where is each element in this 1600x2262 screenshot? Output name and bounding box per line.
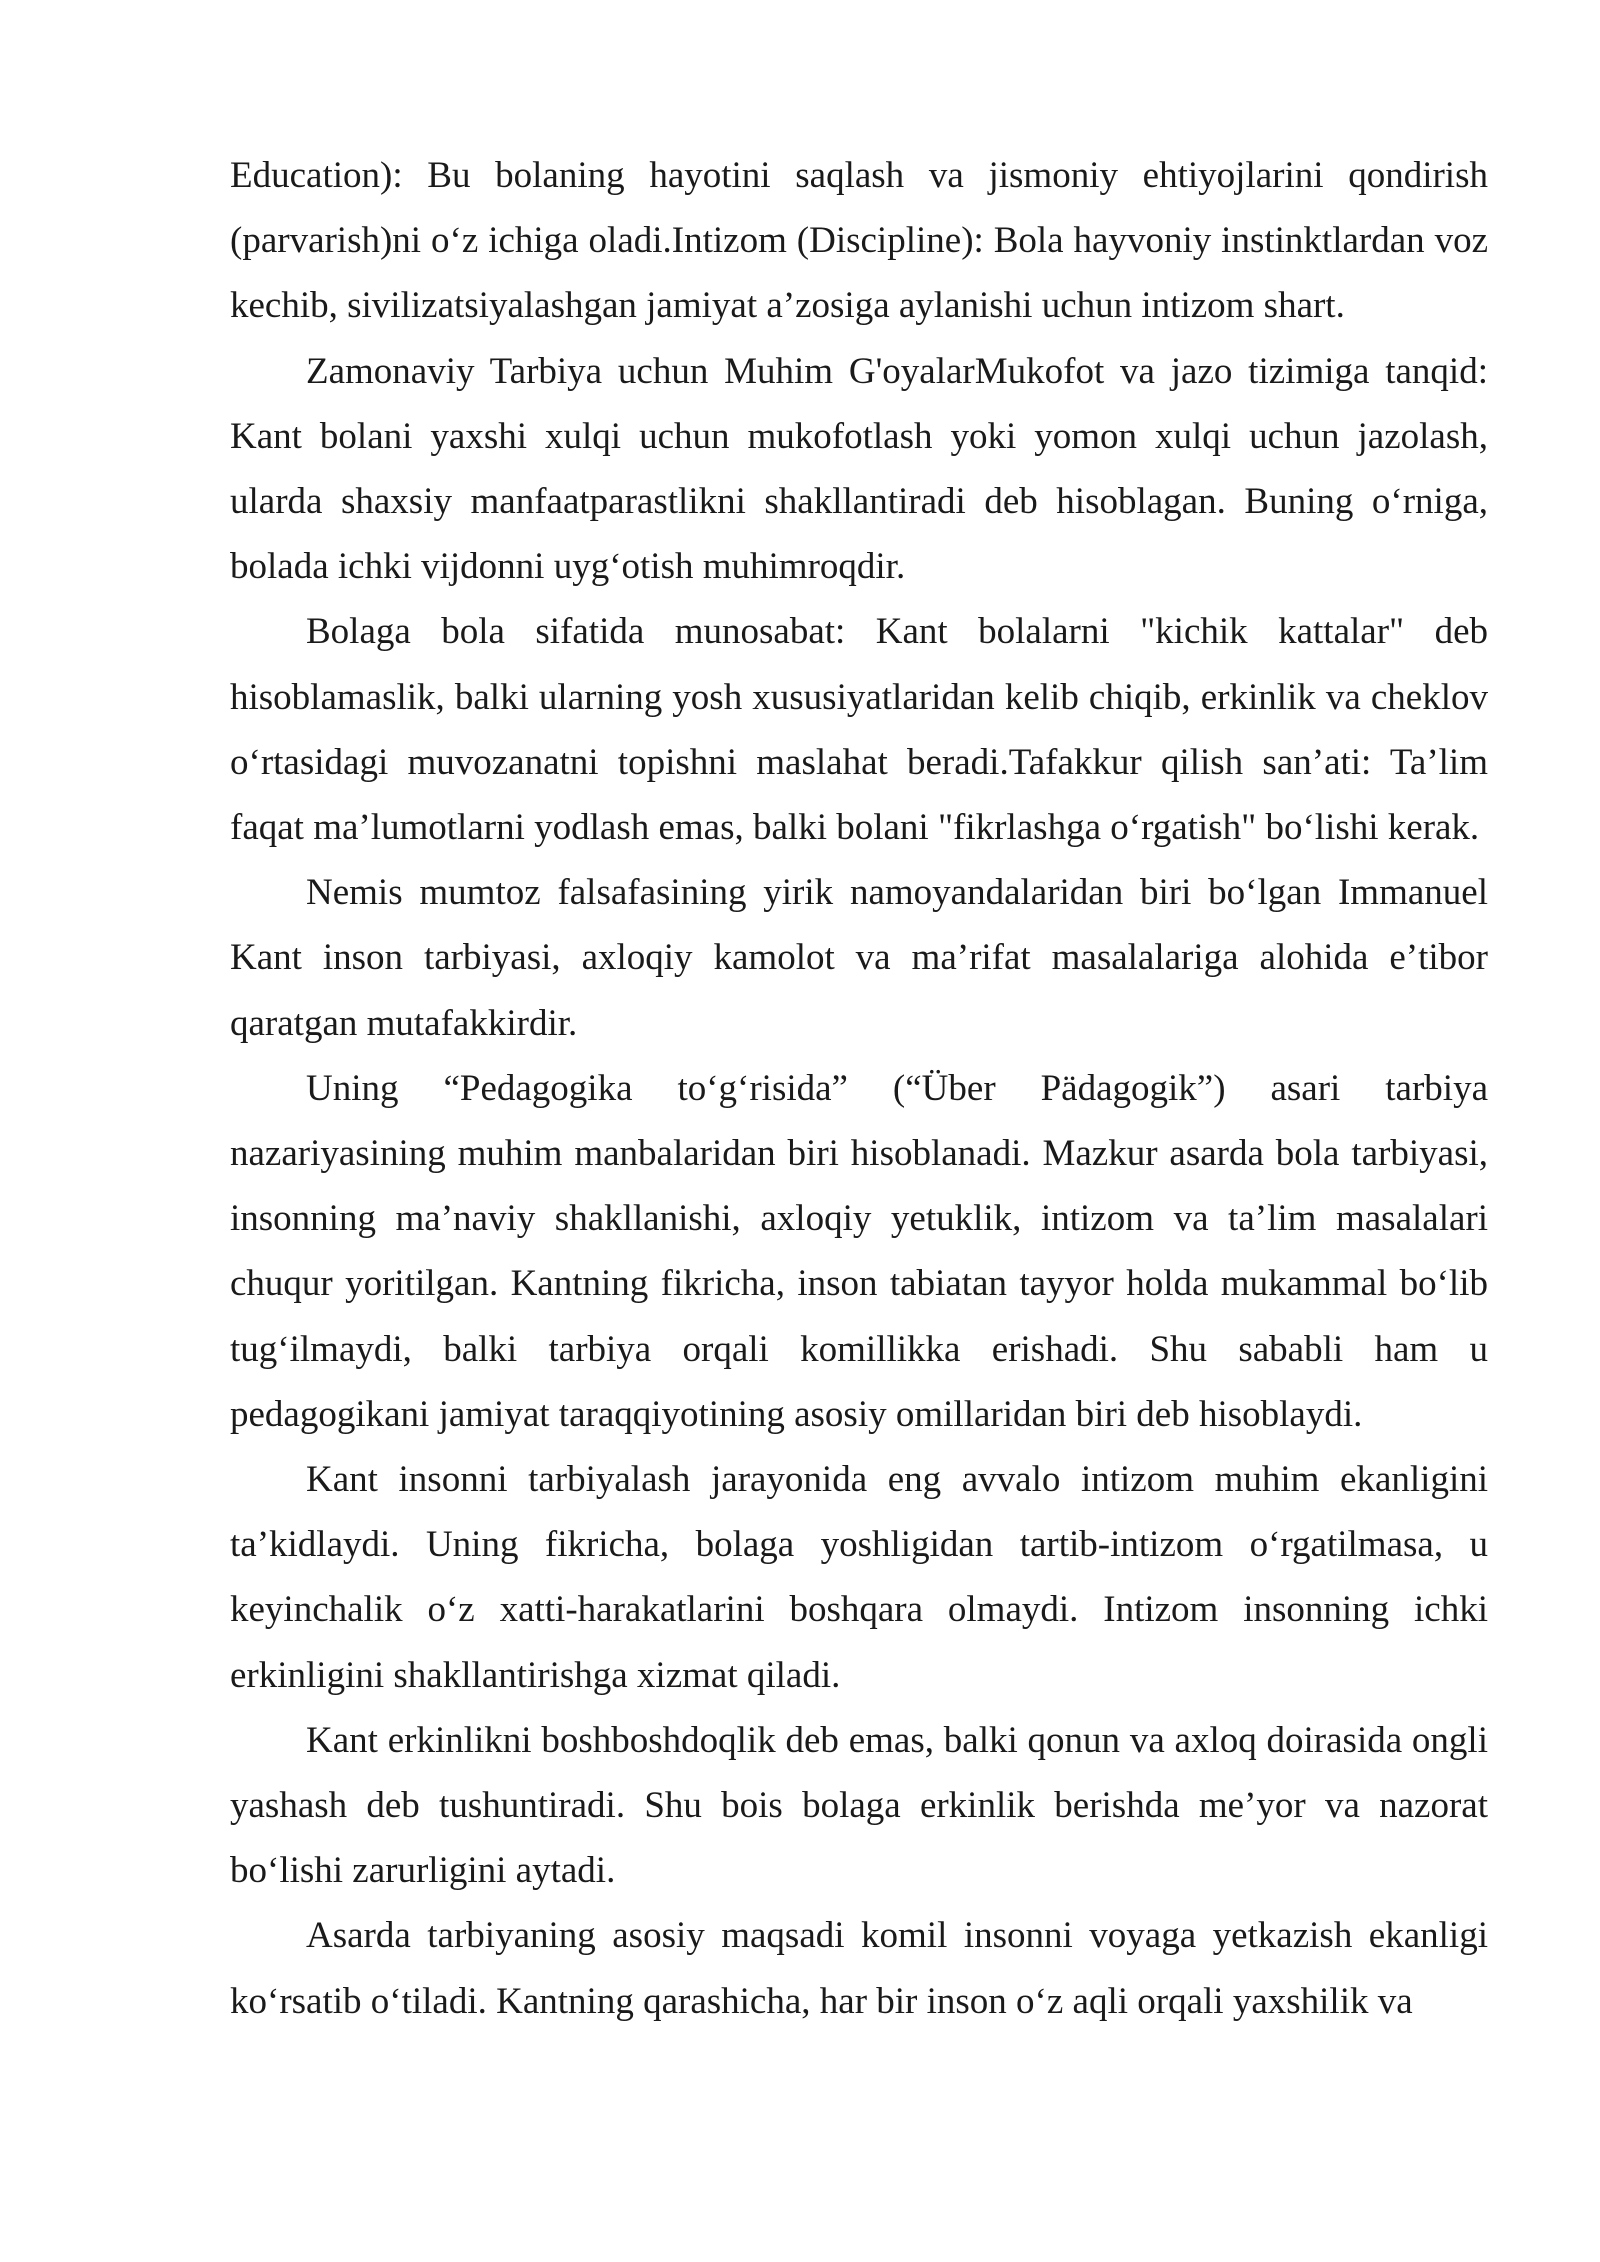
paragraph-child-as-child: Bolaga bola sifatida munosabat: Kant bolalarni "kichik kattalar" deb hisoblamaslik, balki ularning yosh xususiyatlaridan kelib chiqib, erkinlik va cheklov oʻrtasidagi muvozanatni topishni maslahat beradi.Tafakkur qilish sanʼati: Taʼlim faqat maʼlumotlarni yodlash emas, balki bolani "fikrlashga oʻrgatish" boʻlishi kerak. — [230, 611, 1488, 849]
document-page — [230, 143, 1488, 2034]
paragraph-uber-padagogik: Uning “Pedagogika toʻgʻrisida” (“Über Pädagogik”) asari tarbiya nazariyasining muhim manbalaridan biri hisoblanadi. Mazkur asarda bola tarbiyasi, insonning maʼnaviy shakllanishi, axloqiy yetuklik, intizom va taʼlim masalalari chuqur yoritilgan. Kantning fikricha, inson tabiatan tayyor holda mukammal boʻlib tugʻilmaydi, balki tarbiya orqali komillikka erishadi. Shu sababli ham u pedagogikani jamiyat taraqqiyotining asosiy omillaridan biri deb hisoblaydi. — [230, 1067, 1488, 1435]
paragraph-discipline: Kant insonni tarbiyalash jarayonida eng avvalo intizom muhim ekanligini taʼkidlaydi. Uning fikricha, bolaga yoshligidan tartib-intizom oʻrgatilmasa, u keyinchalik oʻz xatti-harakatlarini boshqara olmaydi. Intizom insonning ichki erkinligini shakllantirishga xizmat qiladi. — [230, 1459, 1488, 1696]
paragraph-freedom: Kant erkinlikni boshboshdoqlik deb emas, balki qonun va axloq doirasida ongli yashash deb tushuntiradi. Shu bois bolaga erkinlik berishda meʼyor va nazorat boʻlishi zarurligini aytadi. — [230, 1719, 1488, 1892]
paragraph-reward-punishment: Zamonaviy Tarbiya uchun Muhim G'oyalarMukofot va jazo tizimiga tanqid: Kant bolani yaxshi xulqi uchun mukofotlash yoki yomon xulqi uchun jazolash, ularda shaxsiy manfaatparastlikni shakllantiradi deb hisoblagan. Buning oʻrniga, bolada ichki vijdonni uygʻotish muhimroqdir. — [230, 350, 1488, 588]
paragraph-kant-intro: Nemis mumtoz falsafasining yirik namoyandalaridan biri boʻlgan Immanuel Kant inson tarbiyasi, axloqiy kamolot va maʼrifat masalalariga alohida eʼtibor qaratgan mutafakkirdir. — [230, 872, 1488, 1044]
paragraph-aim-of-education: Asarda tarbiyaning asosiy maqsadi komil insonni voyaga yetkazish ekanligi koʻrsatib oʻtiladi. Kantning qarashicha, har bir inson oʻz aqli orqali yaxshilik va — [230, 1915, 1488, 2022]
paragraph-education-discipline: Education): Bu bolaning hayotini saqlash va jismoniy ehtiyojlarini qondirish (parvarish)ni oʻz ichiga oladi.Intizom (Discipline): Bola hayvoniy instinktlardan voz kechib, sivilizatsiyalashgan jamiyat aʼzosiga aylanishi uchun intizom shart. — [230, 155, 1488, 327]
